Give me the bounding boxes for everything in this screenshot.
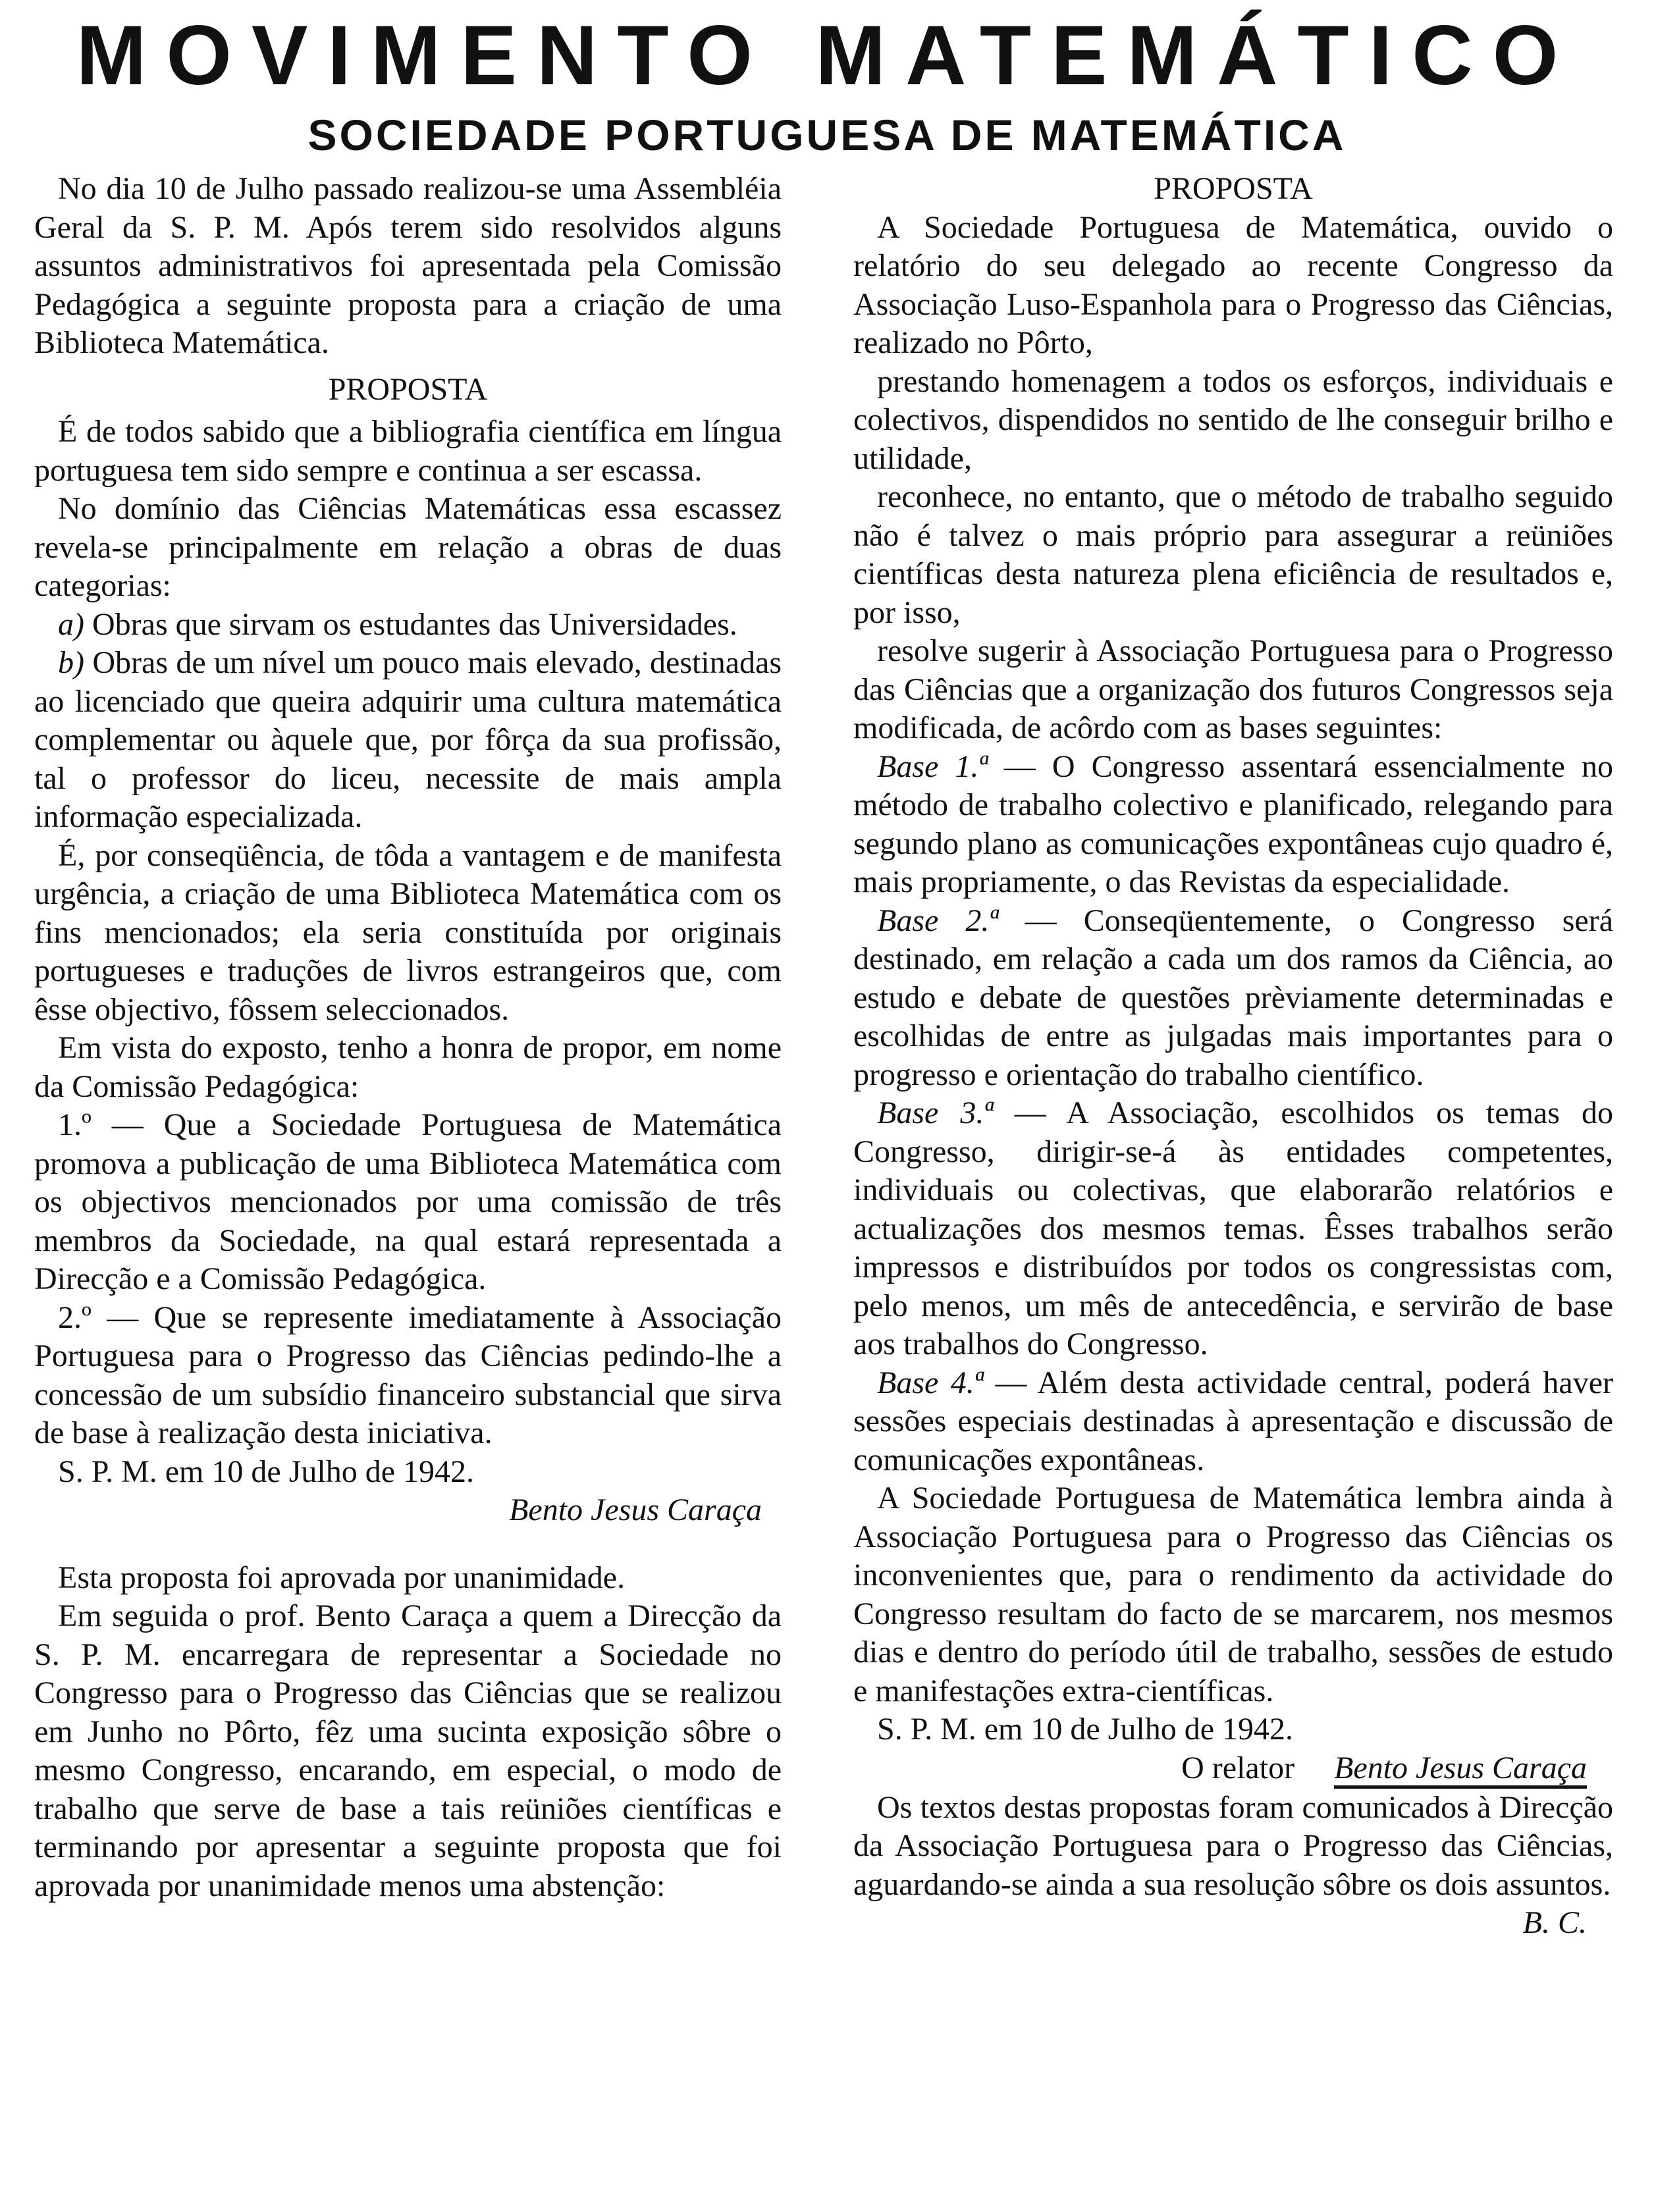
list-item-b <box>34 644 782 837</box>
paragraph: resolve sugerir à Associação Portuguesa para o Progresso das Ciências que a organização dos futuros Congressos seja modificada, de acôrdo com as bases seguintes: <box>853 633 1613 745</box>
item-label: a) <box>58 606 84 642</box>
base-label: Base 1.ª <box>877 749 988 784</box>
right-column <box>853 170 1613 1943</box>
left-column <box>34 170 782 1905</box>
date-line: S. P. M. em 10 de Julho de 1942. <box>877 1712 1294 1747</box>
intro-paragraph: No dia 10 de Julho passado realizou-se uma Assembléia Geral da S. P. M. Após terem sido resolvidos alguns assuntos administrativos foi apresentada pela Comissão Pedagógica a seguinte proposta para a criação de uma Biblioteca Matemática. <box>34 171 782 360</box>
base-label: Base 3.ª <box>877 1095 993 1130</box>
signature: Bento Jesus Caraça <box>509 1492 762 1527</box>
base-text: — Além desta actividade central, poderá haver sessões especiais destinadas à apresentação e discussão de comunicações expontâneas. <box>853 1365 1613 1477</box>
paragraph: reconhece, no entanto, que o método de trabalho seguido não é talvez o mais próprio para assegurar a reüniões científicas desta natureza plena eficiência de resultados e, por isso, <box>853 479 1613 630</box>
paragraph: Os textos destas propostas foram comunicados à Direcção da Associação Portuguesa para o Progresso das Ciências, aguardando-se ainda a sua resolução sôbre os dois assuntos. <box>853 1789 1613 1902</box>
item-text: Obras que sirvam os estudantes das Universidades. <box>92 606 737 642</box>
paragraph: A Sociedade Portuguesa de Matemática lembra ainda à Associação Portuguesa para o Progresso das Ciências os inconvenientes que, para o rendimento da actividade do Congresso resultam do facto de se marcarem, nos mesmos dias e dentro do período útil de trabalho, sessões de estudo e manifestações extra-científicas. <box>853 1481 1613 1708</box>
base-text: — A Associação, escolhidos os temas do Congresso, dirigir-se-á às entidades competentes, individuais ou colectivas, que elaborarão relatórios e actualizações dos mesmos temas. Êsses trabalhos serão impressos e distribuídos por todos os congressistas com, pelo menos, um mês de antecedência, e servirão de base aos trabalhos do Congresso. <box>853 1095 1613 1361</box>
base-text: — O Congresso assentará essencialmente no método de trabalho colectivo e planificado, relegando para segundo plano as comunicações expontâneas cujo quadro é, mais propriamente, o das Revistas da especialidade. <box>853 749 1614 899</box>
relator-line <box>853 1749 1613 1789</box>
paragraph: A Sociedade Portuguesa de Matemática, ouvido o relatório do seu delegado ao recente Congresso da Associação Luso-Espanhola para o Progresso das Ciências, realizado no Pôrto, <box>853 209 1613 360</box>
date-line: S. P. M. em 10 de Julho de 1942. <box>58 1454 475 1489</box>
paragraph: 2.º — Que se represente imediatamente à Associação Portuguesa para o Progresso das Ciências pedindo-lhe a concessão de um subsídio financeiro substancial que sirva de base à realização desta iniciativa. <box>34 1300 782 1450</box>
paragraph: É de todos sabido que a bibliografia científica em língua portuguesa tem sido sempre e continua a ser escassa. <box>34 414 782 488</box>
base-1 <box>853 748 1613 902</box>
proposal-heading-left: PROPOSTA <box>328 371 488 407</box>
base-3 <box>853 1094 1613 1364</box>
item-text: Obras de um nível um pouco mais elevado, destinadas ao licenciado que queira adquirir uma cultura matemática complementar ou àquele que, por fôrça da sua profissão, tal o professor do liceu, necessite de mais ampla informação especializada. <box>34 645 782 834</box>
masthead <box>0 7 1654 165</box>
item-label: b) <box>58 645 84 680</box>
proposal-heading-right: PROPOSTA <box>1154 171 1313 206</box>
paragraph: Esta proposta foi aprovada por unanimidade. <box>58 1560 626 1595</box>
relator-signature: Bento Jesus Caraça <box>1334 1751 1587 1789</box>
paragraph: No domínio das Ciências Matemáticas essa escassez revela-se principalmente em relação a obras de duas categorias: <box>34 491 782 603</box>
initials: B. C. <box>1522 1905 1587 1940</box>
base-label: Base 2.ª <box>877 903 998 938</box>
relator-label: O relator <box>1181 1750 1295 1785</box>
paragraph: Em seguida o prof. Bento Caraça a quem a Direcção da S. P. M. encarregara de representar a Sociedade no Congresso para o Progresso das Ciências que se realizou em Junho no Pôrto, fêz uma sucinta exposição sôbre o mesmo Congresso, encarando, em especial, o modo de trabalho que serve de base a tais reüniões científicas e terminando por apresentar a seguinte proposta que foi aprovada por unanimidade menos uma abstenção: <box>34 1598 782 1903</box>
list-item-a <box>34 606 782 645</box>
spacer <box>34 1530 782 1559</box>
paragraph: 1.º — Que a Sociedade Portuguesa de Matemática promova a publicação de uma Biblioteca Matemática com os objectivos mencionados por uma comissão de três membros da Sociedade, na qual estará representada a Direcção e a Comissão Pedagógica. <box>34 1107 782 1296</box>
page-title: MOVIMENTO MATEMÁTICO <box>76 9 1578 103</box>
paragraph: É, por conseqüência, de tôda a vantagem e de manifesta urgência, a criação de uma Biblioteca Matemática com os fins mencionados; ela seria constituída por originais portugueses e traduções de livros estrangeiros que, com êsse objectivo, fôssem seleccionados. <box>34 837 782 1027</box>
base-2 <box>853 902 1613 1095</box>
base-4 <box>853 1364 1613 1480</box>
paragraph: prestando homenagem a todos os esforços, individuais e colectivos, dispendidos no sentido de lhe conseguir brilho e utilidade, <box>853 363 1613 476</box>
page-subtitle: SOCIEDADE PORTUGUESA DE MATEMÁTICA <box>307 111 1347 159</box>
base-text: — Conseqüentemente, o Congresso será destinado, em relação a cada um dos ramos da Ciência, ao estudo e debate de questões prèviamente determinadas e escolhidas de entre as julgadas mais importantes para o progresso e orientação do trabalho científico. <box>853 903 1613 1092</box>
base-label: Base 4.ª <box>877 1365 984 1400</box>
paragraph: Em vista do exposto, tenho a honra de propor, em nome da Comissão Pedagógica: <box>34 1030 782 1104</box>
